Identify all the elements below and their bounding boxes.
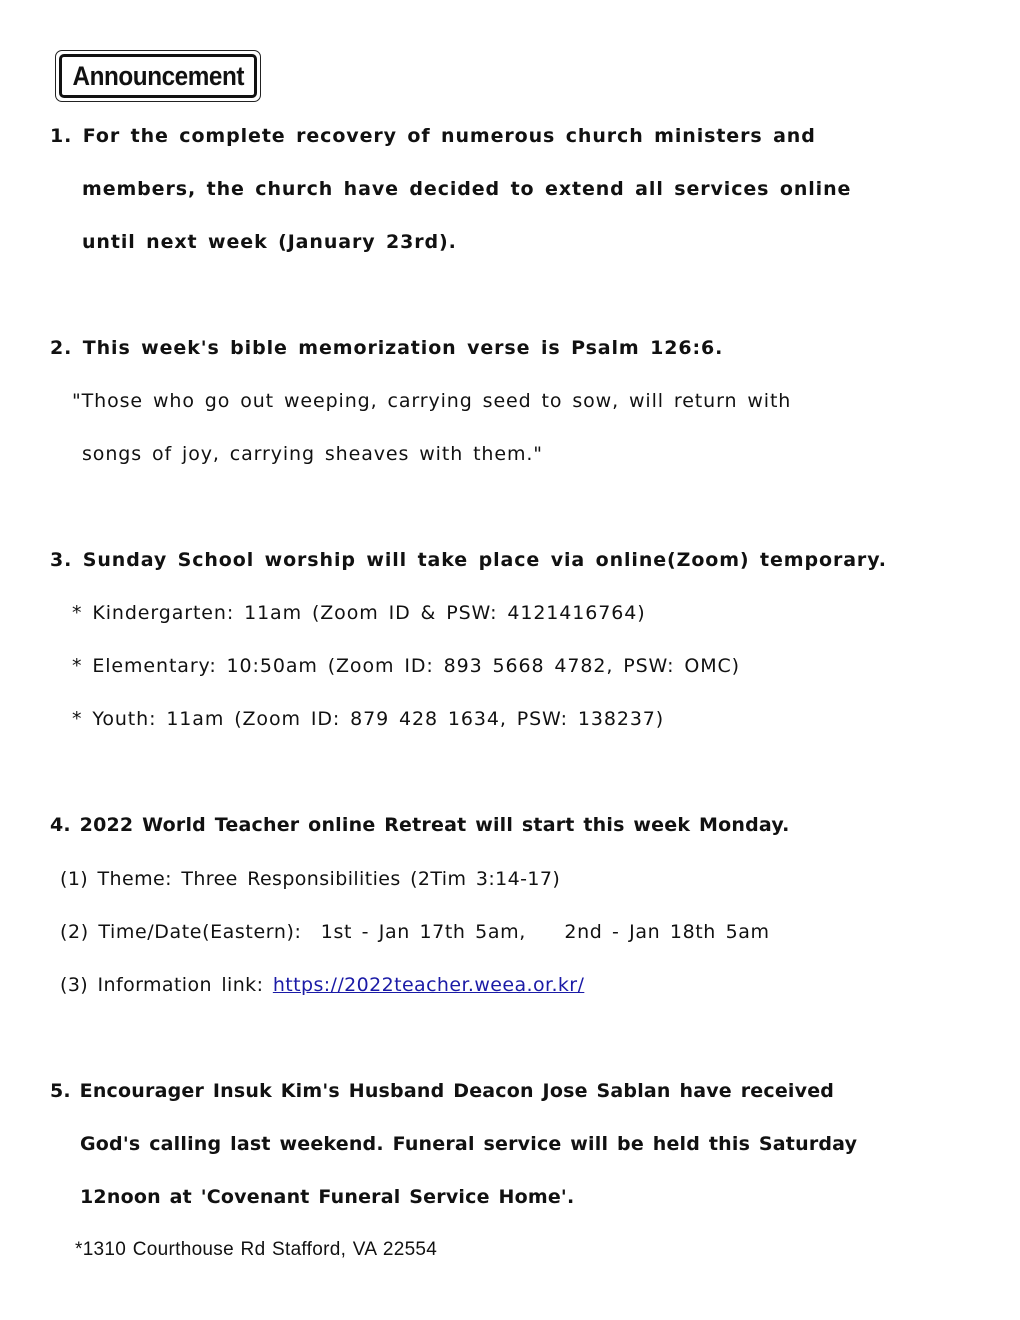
announcement-title-frame — [59, 54, 257, 98]
item-2-heading: 2. This week's bible memorization verse is Psalm 126:6. — [50, 337, 724, 359]
item-5-line-3: 12noon at 'Covenant Funeral Service Home'. — [80, 1186, 575, 1208]
item-3-heading: 3. Sunday School worship will take place via online(Zoom) temporary. — [50, 549, 887, 571]
announcement-title-box — [55, 50, 261, 102]
item-4-theme: (1) Theme: Three Responsibilities (2Tim 3:14-17) — [60, 868, 561, 890]
item-4-heading: 4. 2022 World Teacher online Retreat will start this week Monday. — [50, 814, 790, 836]
item-1-line-3: until next week (January 23rd). — [82, 231, 457, 253]
item-1-line-1: 1. For the complete recovery of numerous church ministers and — [50, 125, 816, 147]
page-title: Announcement — [72, 60, 244, 91]
item-1-line-2: members, the church have decided to extend all services online — [82, 178, 852, 200]
item-2-verse-line-2: songs of joy, carrying sheaves with them." — [82, 443, 543, 465]
item-4-link-label: (3) Information link: — [60, 974, 264, 996]
information-link[interactable]: https://2022teacher.weea.or.kr/ — [272, 974, 585, 996]
item-3-youth: * Youth: 11am (Zoom ID: 879 428 1634, PSW: 138237) — [72, 708, 665, 730]
funeral-home-address: *1310 Courthouse Rd Stafford, VA 22554 — [75, 1239, 438, 1260]
item-2-verse-line-1: "Those who go out weeping, carrying seed to sow, will return with — [72, 390, 792, 412]
item-4-time-date: (2) Time/Date(Eastern): 1st - Jan 17th 5am, 2nd - Jan 18th 5am — [60, 921, 770, 943]
item-3-elementary: * Elementary: 10:50am (Zoom ID: 893 5668 4782, PSW: OMC) — [72, 655, 740, 677]
item-5-line-1: 5. Encourager Insuk Kim's Husband Deacon Jose Sablan have received — [50, 1080, 835, 1102]
item-5-line-2: God's calling last weekend. Funeral service will be held this Saturday — [80, 1133, 858, 1155]
item-3-kindergarten: * Kindergarten: 11am (Zoom ID & PSW: 4121416764) — [72, 602, 646, 624]
item-4-information-row — [60, 973, 584, 997]
